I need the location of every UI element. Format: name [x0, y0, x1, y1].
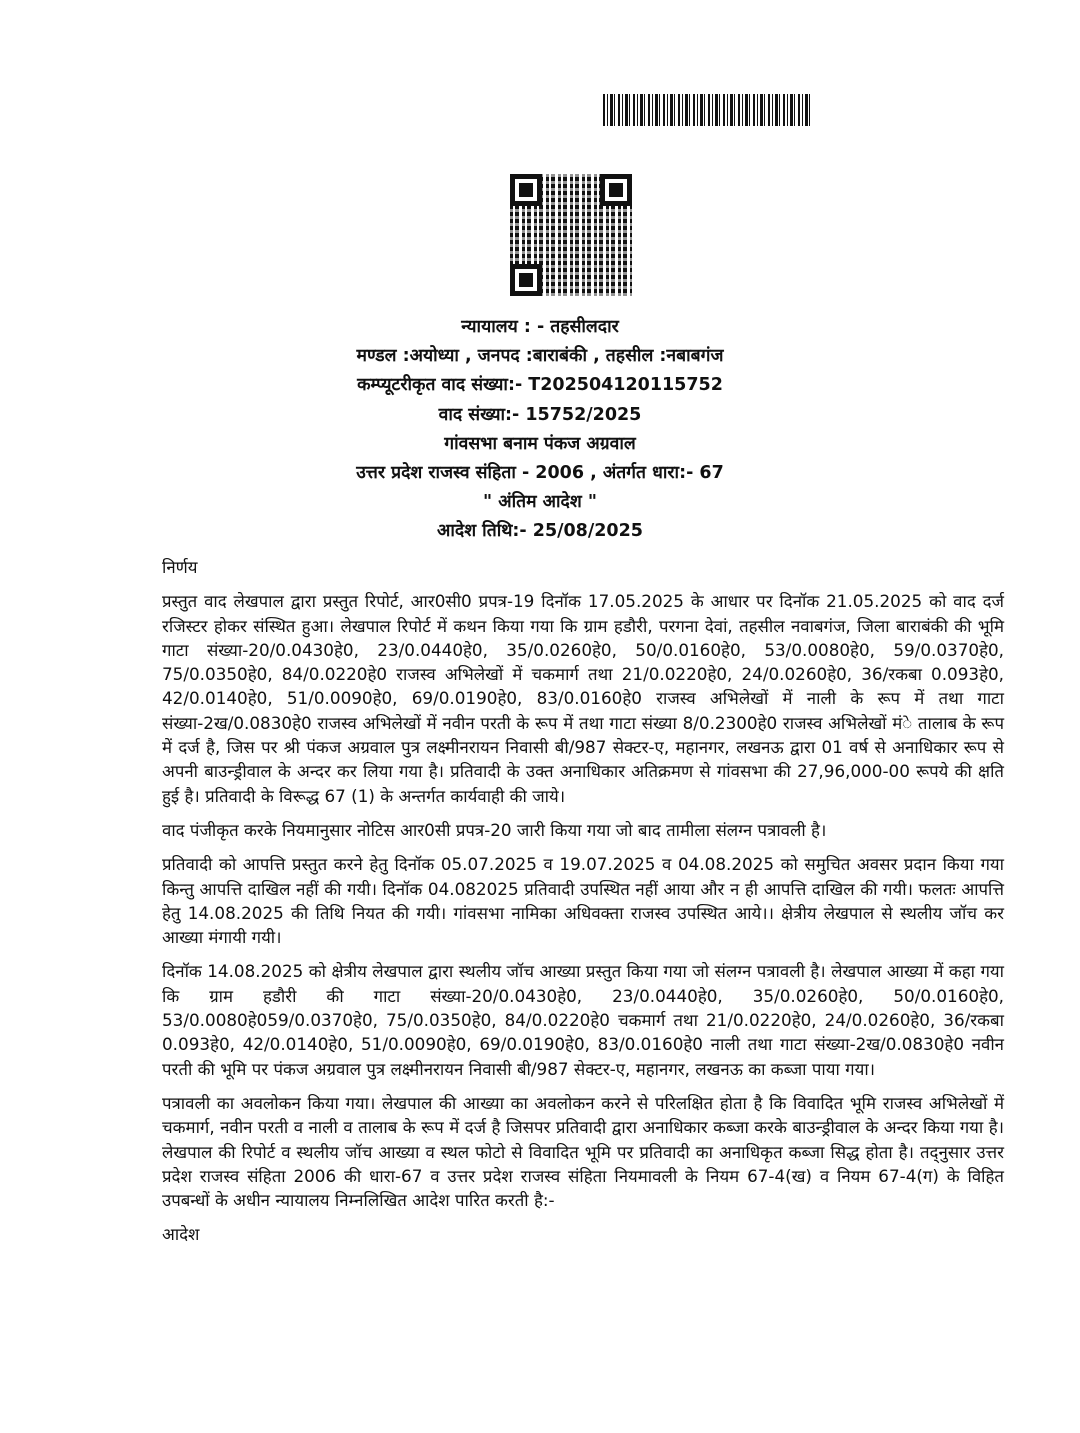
order-body — [162, 555, 1004, 1247]
legal-section: उत्तर प्रदेश राजस्व संहिता - 2006 , अंतर्गत धारा:- 67 — [356, 462, 724, 483]
paragraph-4: दिनॉक 14.08.2025 को क्षेत्रीय लेखपाल द्वारा स्थलीय जॉच आख्या प्रस्तुत किया गया जो संलग्न पत्रावली है। लेखपाल आख्या में कहा गया कि ग्राम हडौरी की गाटा संख्या-20/0.0430हे0, 23/0.0440हे0, 35/0.0260हे0, 50/0.0160हे0, 53/0.0080हे059/0.0370हे0, 75/0.0350हे0, 84/0.0220हे0 चकमार्ग तथा 21/0.0220हे0, 24/0.0260हे0, 36/रकबा 0.093हे0, 42/0.0140हे0, 51/0.0090हे0, 69/0.0190हे0, 83/0.0160हे0 नाली तथा गाटा संख्या-2ख/0.0830हे0 नवीन परती की भूमि पर पंकज अग्रवाल पुत्र लक्ष्मीनरायन निवासी बी/987 सेक्टर-ए, महानगर, लखनऊ का कब्जा पाया गया। — [162, 961, 1004, 1079]
order-type: " अंतिम आदेश " — [483, 492, 597, 513]
order-date: आदेश तिथि:- 25/08/2025 — [437, 521, 643, 542]
court-name: न्यायालय : - तहसीलदार — [461, 317, 619, 337]
case-parties: गांवसभा बनाम पंकज अग्रवाल — [444, 433, 636, 454]
case-number: वाद संख्या:- 15752/2025 — [438, 404, 642, 425]
paragraph-3: प्रतिवादी को आपत्ति प्रस्तुत करने हेतु दिनॉक 05.07.2025 व 19.07.2025 व 04.08.2025 को समुचित अवसर प्रदान किया गया किन्तु आपत्ति दाखिल नहीं की गयी। दिनॉक 04.082025 प्रतिवादी उपस्थित नहीं आया और न ही आपत्ति दाखिल की गयी। फलतः आपत्ति हेतु 14.08.2025 की तिथि नियत की गयी। गांवसभा नामिका अधिवक्ता राजस्व उपस्थित आये।। क्षेत्रीय लेखपाल से स्थलीय जॉच कर आख्या मंगायी गयी। — [162, 854, 1004, 948]
qr-finder-top-left — [510, 174, 542, 206]
qr-finder-bottom-left — [510, 264, 542, 296]
court-location: मण्डल :अयोध्या , जनपद :बाराबंकी , तहसील :नबाबगंज — [356, 346, 724, 367]
computerized-case-number: कम्प्यूटरीकृत वाद संख्या:- T202504120115752 — [357, 375, 723, 396]
barcode — [603, 94, 813, 126]
order-header — [0, 313, 1080, 547]
order-heading: आदेश — [162, 1224, 200, 1245]
qr-finder-top-right — [600, 174, 632, 206]
paragraph-5: पत्रावली का अवलोकन किया गया। लेखपाल की आख्या का अवलोकन करने से परिलक्षित होता है कि विवादित भूमि राजस्व अभिलेखों में चकमार्ग, नवीन परती व नाली व तालाब के रूप में दर्ज है जिसपर प्रतिवादी द्वारा अनाधिकार कब्जा करके बाउन्ड्रीवाल के अन्दर किया गया है। लेखपाल की रिपोर्ट व स्थलीय जॉच आख्या व स्थल फोटो से विवादित भूमि पर प्रतिवादी का अनाधिकृत कब्जा सिद्ध होता है। तद्नुसार उत्तर प्रदेश राजस्व संहिता 2006 की धारा-67 व उत्तर प्रदेश राजस्व संहिता नियमावली के नियम 67-4(ख) व नियम 67-4(ग) के विहित उपबन्धों के अधीन न्यायालय निम्नलिखित आदेश पारित करती है:- — [162, 1092, 1004, 1211]
qr-code — [510, 174, 632, 296]
paragraph-1: प्रस्तुत वाद लेखपाल द्वारा प्रस्तुत रिपोर्ट, आर0सी0 प्रपत्र-19 दिनॉक 17.05.2025 के आधार पर दिनॉक 21.05.2025 को वाद दर्ज रजिस्टर होकर संस्थित हुआ। लेखपाल रिपोर्ट में कथन किया गया कि ग्राम हडौरी, परगना देवां, तहसील नवाबगंज, जिला बाराबंकी की भूमि गाटा संख्या-20/0.0430हे0, 23/0.0440हे0, 35/0.0260हे0, 50/0.0160हे0, 53/0.0080हे0, 59/0.0370हे0, 75/0.0350हे0, 84/0.0220हे0 राजस्व अभिलेखों में चकमार्ग तथा 21/0.0220हे0, 24/0.0260हे0, 36/रकबा 0.093हे0, 42/0.0140हे0, 51/0.0090हे0, 69/0.0190हे0, 83/0.0160हे0 राजस्व अभिलेखों में नाली के रूप में तथा गाटा संख्या-2ख/0.0830हे0 राजस्व अभिलेखों में नवीन परती के रूप में तथा गाटा संख्या 8/0.2300हे0 राजस्व अभिलेखों मंे तालाब के रूप में दर्ज है, जिस पर श्री पंकज अग्रवाल पुत्र लक्ष्मीनरायन निवासी बी/987 सेक्टर-ए, महानगर, लखनऊ द्वारा 01 वर्ष से अनाधिकार रूप से अपनी बाउन्ड्रीवाल के अन्दर कर लिया गया है। प्रतिवादी के उक्त अनाधिकार अतिक्रमण से गांवसभा की 27,96,000-00 रूपये की क्षति हुई है। प्रतिवादी के विरूद्ध 67 (1) के अन्तर्गत कार्यवाही की जाये। — [162, 591, 1004, 806]
paragraph-2: वाद पंजीकृत करके नियमानुसार नोटिस आर0सी प्रपत्र-20 जारी किया गया जो बाद तामीला संलग्न पत्रावली है। — [162, 819, 827, 840]
decision-heading: निर्णय — [162, 557, 198, 577]
